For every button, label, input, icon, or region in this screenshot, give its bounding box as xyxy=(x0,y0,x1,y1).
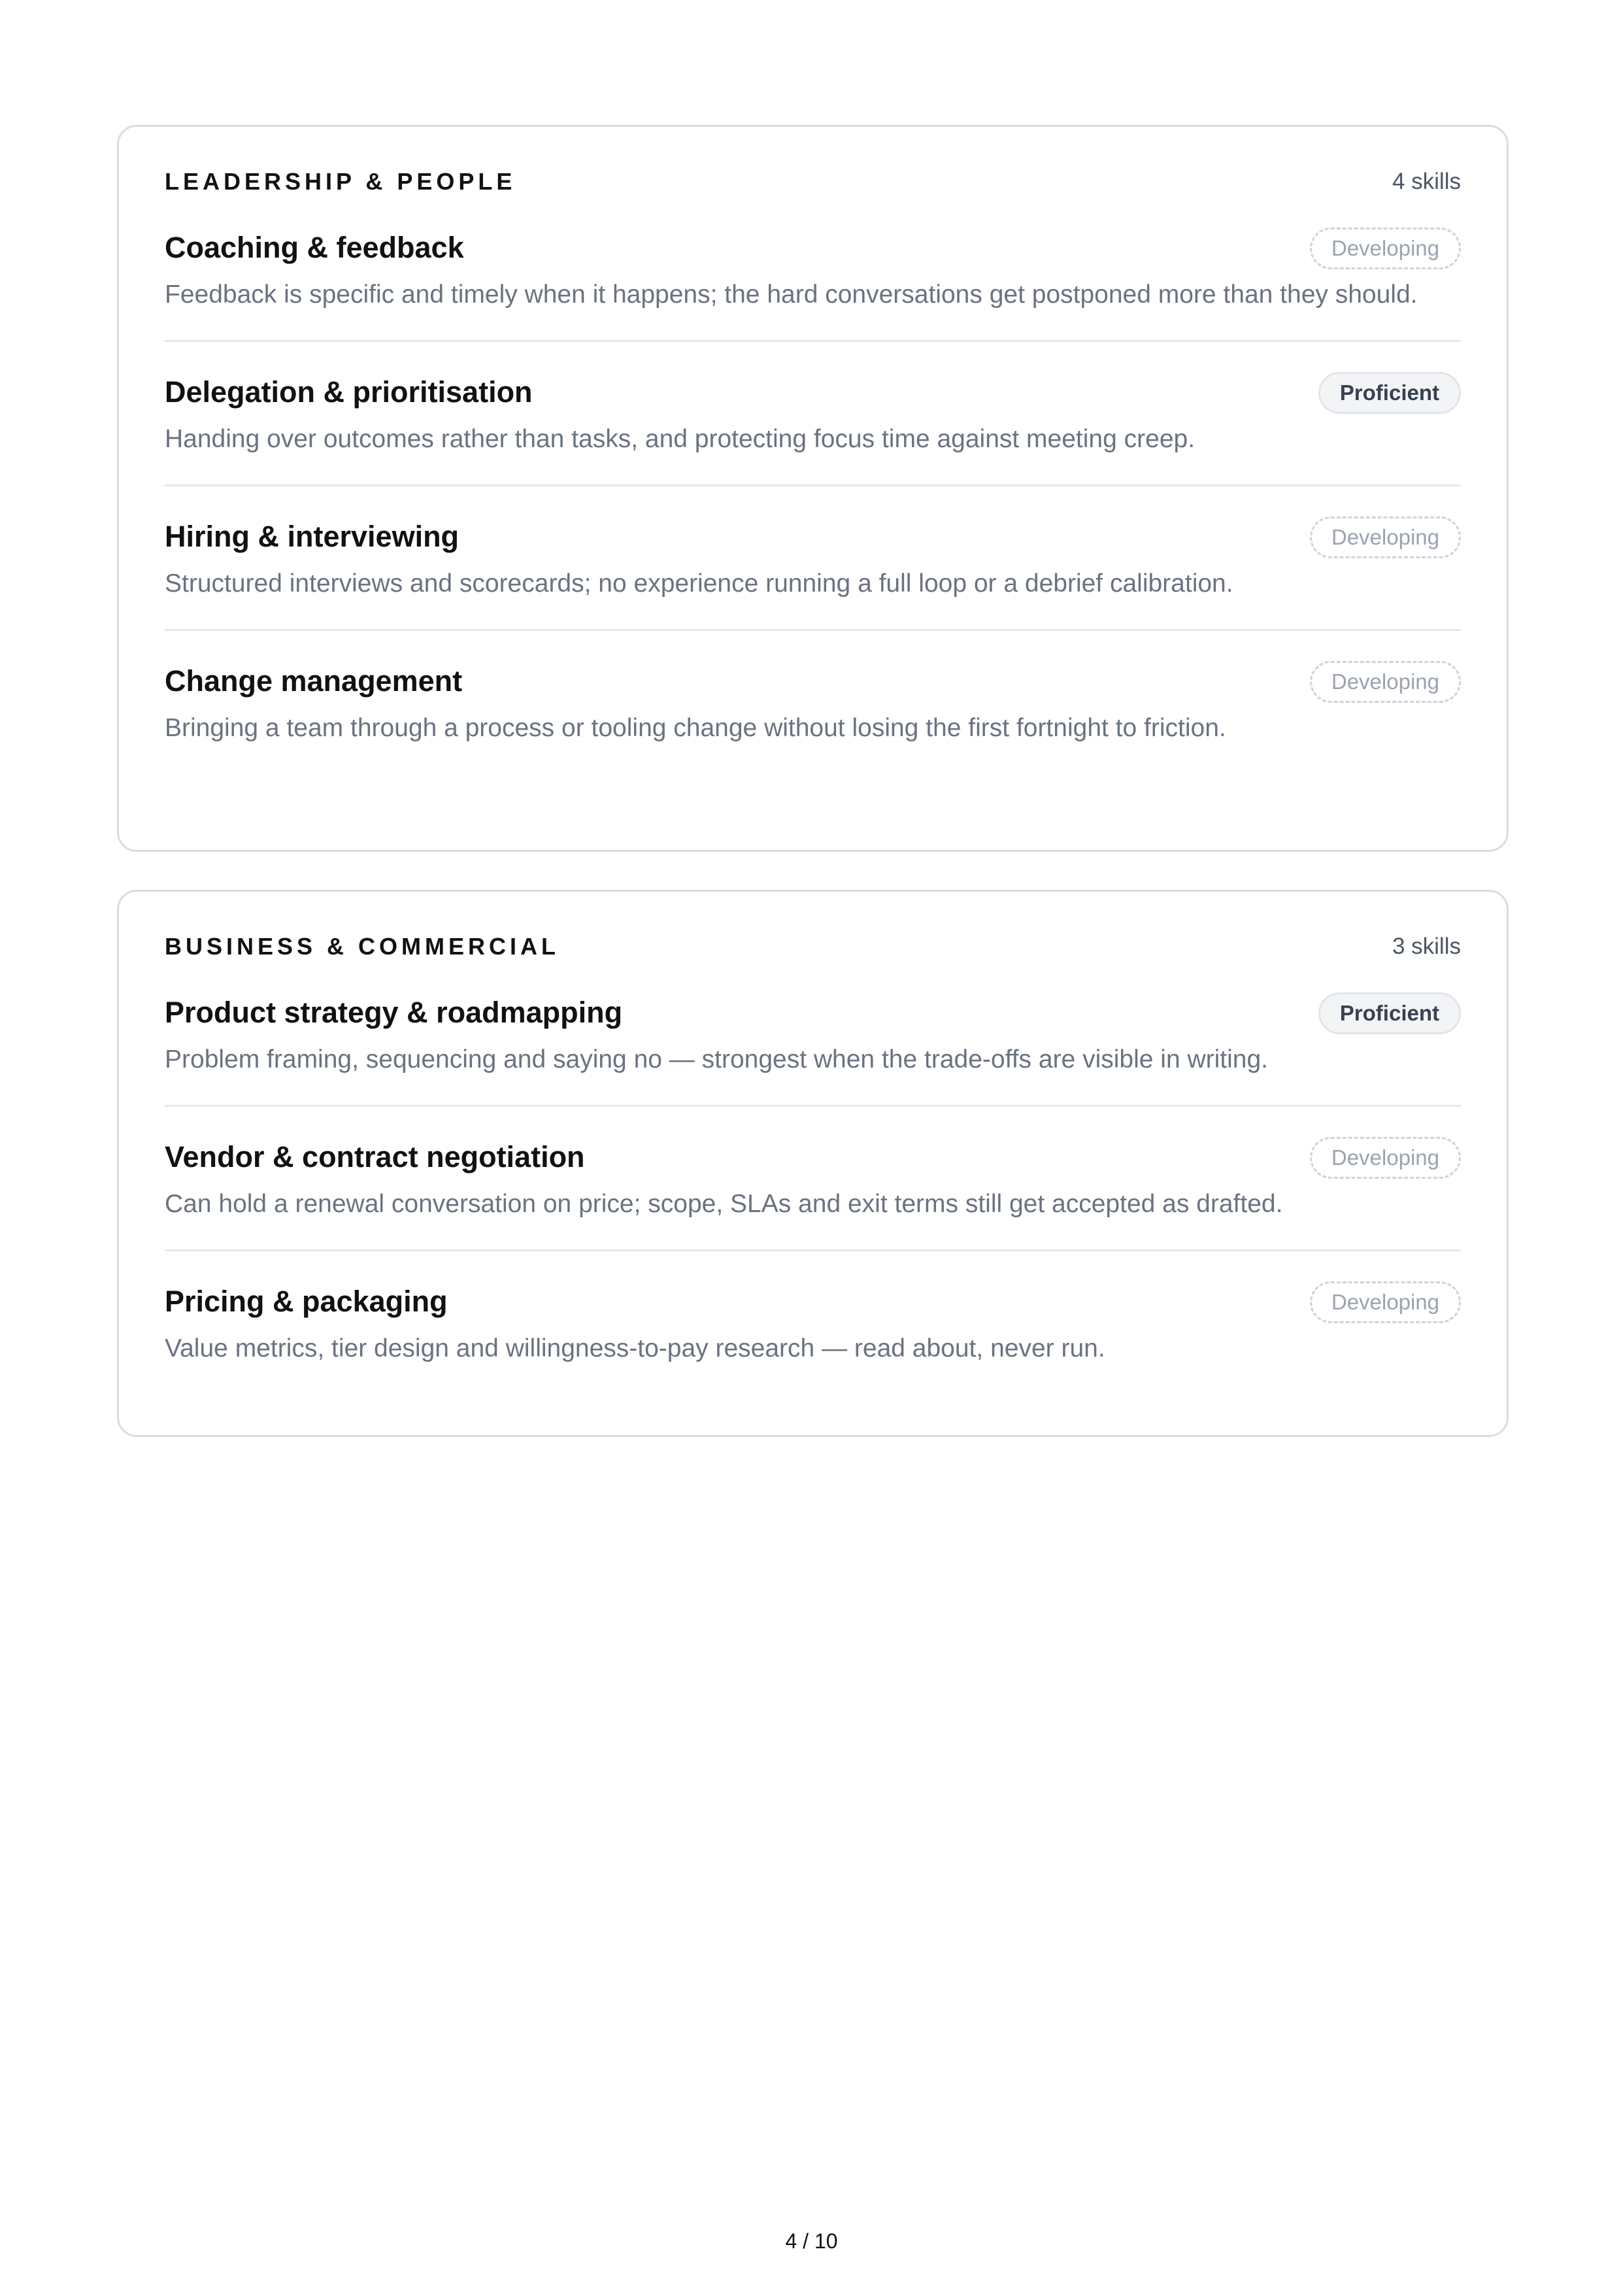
section-header xyxy=(165,127,1461,222)
skill-level-badge: Proficient xyxy=(1318,372,1461,414)
skill-item xyxy=(165,511,1461,631)
section-skill-count: 3 skills xyxy=(1392,934,1461,959)
skill-level-badge: Developing xyxy=(1310,661,1461,703)
skill-level-badge: Developing xyxy=(1310,1137,1461,1179)
skill-level-badge: Developing xyxy=(1310,516,1461,558)
section-header xyxy=(165,892,1461,987)
skill-item xyxy=(165,1276,1461,1368)
skill-description: Feedback is specific and timely when it happens; the hard conversations get postponed more than they should. xyxy=(165,280,1418,309)
section-title: LEADERSHIP & PEOPLE xyxy=(165,168,516,195)
skill-item xyxy=(165,656,1461,747)
skill-name: Delegation & prioritisation xyxy=(165,375,533,409)
skill-item xyxy=(165,367,1461,486)
skill-section-card xyxy=(117,890,1509,1437)
skill-name: Vendor & contract negotiation xyxy=(165,1140,585,1173)
skill-description: Problem framing, sequencing and saying no — strongest when the trade-offs are visible in writing. xyxy=(165,1045,1269,1073)
skill-level-badge: Proficient xyxy=(1318,992,1461,1034)
skill-item xyxy=(165,987,1461,1107)
skill-name: Product strategy & roadmapping xyxy=(165,996,623,1029)
skill-item xyxy=(165,222,1461,342)
skill-section-card xyxy=(117,125,1509,852)
skill-level-badge: Developing xyxy=(1310,1281,1461,1323)
skill-description: Value metrics, tier design and willingness-to-pay research — read about, never run. xyxy=(165,1334,1105,1362)
skill-description: Bringing a team through a process or tooling change without losing the first fortnight to friction. xyxy=(165,714,1226,742)
skill-description: Can hold a renewal conversation on price; scope, SLAs and exit terms still get accepted as drafted. xyxy=(165,1190,1283,1218)
skill-name: Hiring & interviewing xyxy=(165,520,460,553)
skill-item xyxy=(165,1132,1461,1251)
section-title: BUSINESS & COMMERCIAL xyxy=(165,933,560,960)
page-number: 4 / 10 xyxy=(785,2229,838,2253)
skill-description: Structured interviews and scorecards; no experience running a full loop or a debrief calibration. xyxy=(165,569,1233,598)
skill-name: Change management xyxy=(165,664,463,698)
section-skill-count: 4 skills xyxy=(1392,169,1461,194)
skill-name: Pricing & packaging xyxy=(165,1285,448,1318)
skill-level-badge: Developing xyxy=(1310,228,1461,269)
skill-description: Handing over outcomes rather than tasks, and protecting focus time against meeting creep. xyxy=(165,425,1196,453)
skill-name: Coaching & feedback xyxy=(165,231,464,264)
